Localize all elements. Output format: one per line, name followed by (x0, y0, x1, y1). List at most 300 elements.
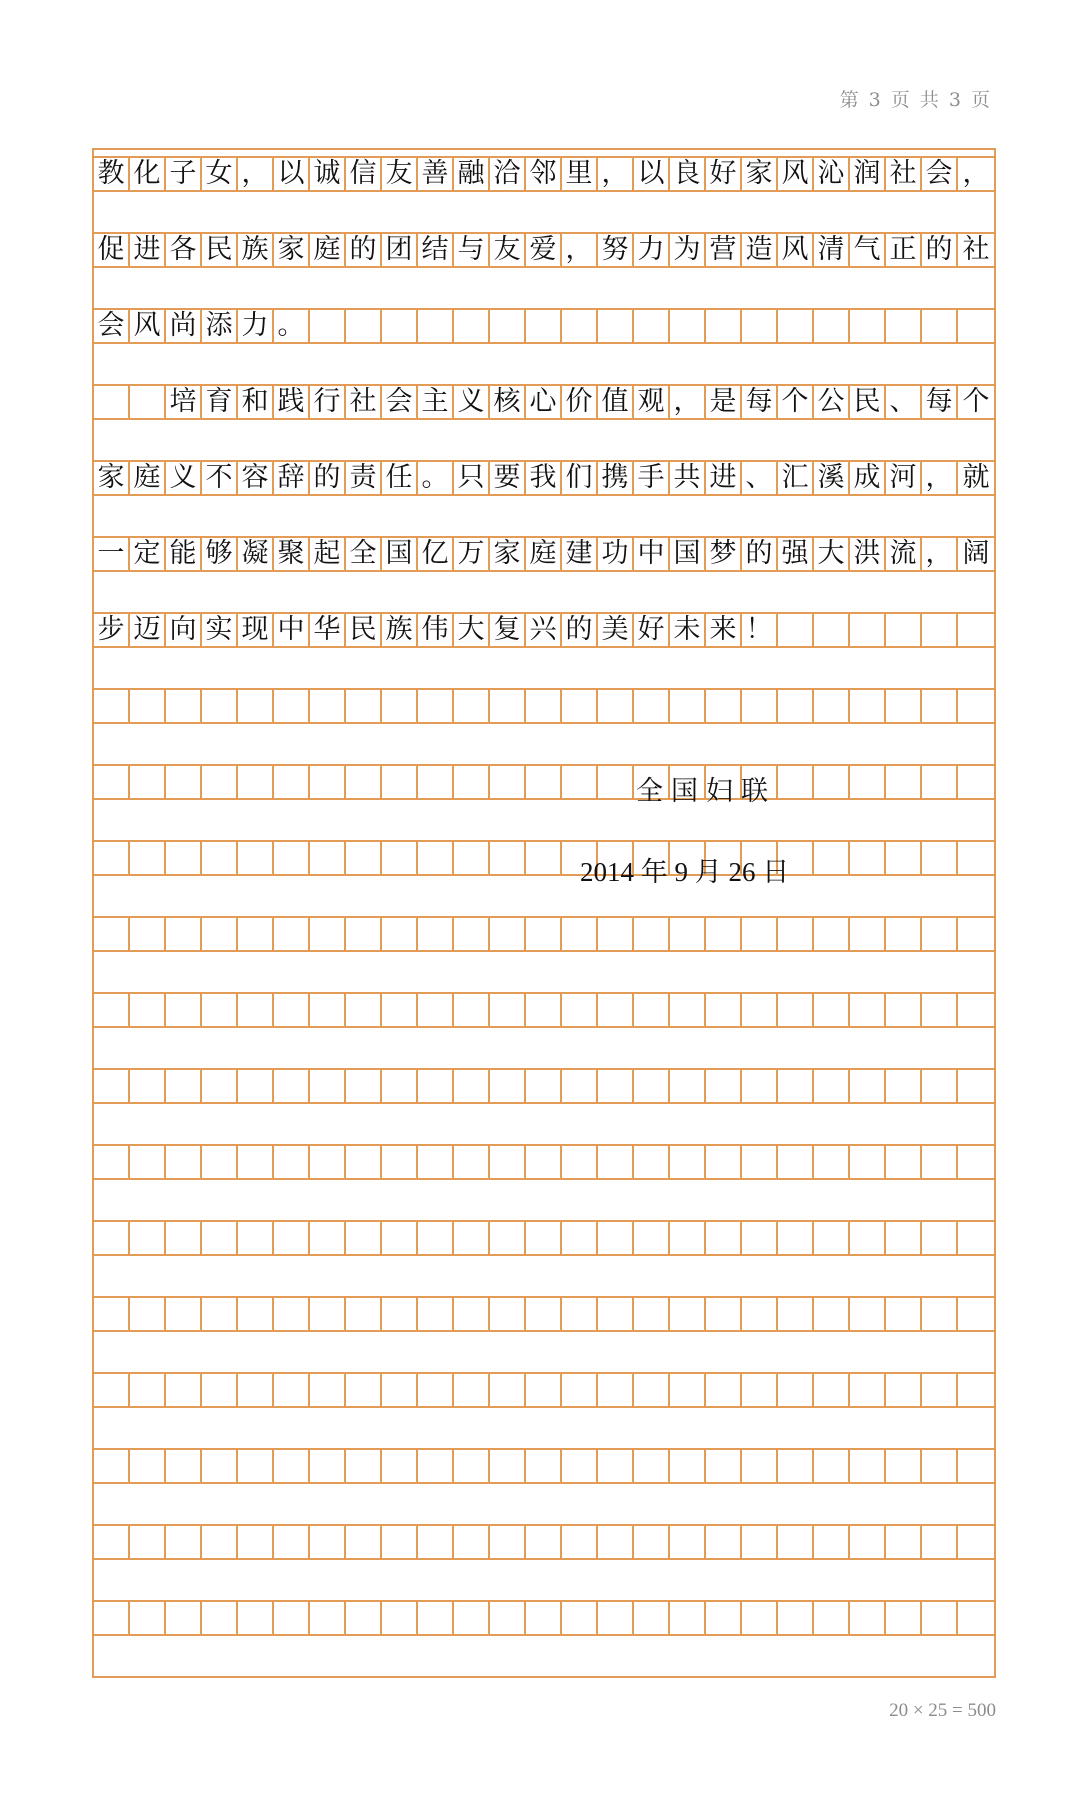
grid-cell (670, 690, 706, 722)
grid-cell (454, 994, 490, 1026)
grid-cell: 步 (94, 614, 130, 646)
grid-cell (166, 690, 202, 722)
grid-cell (346, 1146, 382, 1178)
grid-cell (598, 994, 634, 1026)
grid-cell (706, 1146, 742, 1178)
grid-cell: 里 (562, 158, 598, 190)
grid-cell (526, 994, 562, 1026)
grid-cell (814, 1298, 850, 1330)
grid-cell (634, 1146, 670, 1178)
grid-cell (490, 766, 526, 798)
grid-cell (670, 1602, 706, 1634)
grid-cell (346, 1298, 382, 1330)
grid-row (94, 764, 994, 800)
grid-cell (310, 690, 346, 722)
grid-cell (238, 1298, 274, 1330)
grid-cell (382, 918, 418, 950)
grid-cell (634, 1298, 670, 1330)
grid-cell (166, 1298, 202, 1330)
grid-cell: 润 (850, 158, 886, 190)
grid-cell (418, 1602, 454, 1634)
grid-cell: 、 (886, 386, 922, 418)
grid-cell: 国 (670, 538, 706, 570)
grid-cell (742, 1146, 778, 1178)
grid-cell (130, 1298, 166, 1330)
grid-cell (886, 918, 922, 950)
grid-cell (958, 918, 994, 950)
grid-cell (382, 1070, 418, 1102)
grid-cell: 好 (706, 158, 742, 190)
grid-cell (526, 1070, 562, 1102)
grid-cell (382, 690, 418, 722)
grid-cell: 现 (238, 614, 274, 646)
grid-cell (562, 1298, 598, 1330)
grid-cell (886, 1374, 922, 1406)
grid-cell (94, 1070, 130, 1102)
grid-cell (670, 1450, 706, 1482)
grid-cell: 不 (202, 462, 238, 494)
grid-cell (706, 310, 742, 342)
grid-cell: 庭 (310, 234, 346, 266)
grid-cell (778, 1526, 814, 1558)
grid-cell (850, 310, 886, 342)
grid-cell (562, 1450, 598, 1482)
grid-cell (274, 1526, 310, 1558)
grid-cell (706, 994, 742, 1026)
grid-cell (562, 690, 598, 722)
grid-cell (562, 1374, 598, 1406)
grid-cell (598, 1070, 634, 1102)
grid-cell: 溪 (814, 462, 850, 494)
grid-cell (454, 1526, 490, 1558)
grid-cell (598, 1298, 634, 1330)
grid-cell (706, 1526, 742, 1558)
grid-cell (814, 1070, 850, 1102)
grid-cell: ， (598, 158, 634, 190)
grid-cell (418, 766, 454, 798)
grid-cell (166, 1602, 202, 1634)
grid-cell: 营 (706, 234, 742, 266)
grid-cell: 义 (166, 462, 202, 494)
grid-cell (454, 766, 490, 798)
grid-cell (742, 310, 778, 342)
grid-cell (382, 1374, 418, 1406)
grid-cell (886, 766, 922, 798)
grid-cell (130, 842, 166, 874)
grid-cell (202, 1146, 238, 1178)
grid-cell: 各 (166, 234, 202, 266)
grid-cell: 每 (742, 386, 778, 418)
grid-cell (958, 1298, 994, 1330)
grid-row (94, 1524, 994, 1560)
grid-cell (310, 1602, 346, 1634)
grid-cell (310, 1146, 346, 1178)
grid-cell (922, 1374, 958, 1406)
grid-cell: 向 (166, 614, 202, 646)
grid-cell (634, 690, 670, 722)
grid-cell: 的 (310, 462, 346, 494)
grid-cell (274, 1374, 310, 1406)
grid-cell: 一 (94, 538, 130, 570)
grid-cell (202, 1450, 238, 1482)
grid-cell: 的 (742, 538, 778, 570)
grid-cell: 女 (202, 158, 238, 190)
grid-cell (886, 1146, 922, 1178)
grid-cell (814, 690, 850, 722)
grid-cell (850, 1374, 886, 1406)
grid-cell: 亿 (418, 538, 454, 570)
grid-cell (778, 310, 814, 342)
grid-cell (562, 1070, 598, 1102)
grid-cell (850, 766, 886, 798)
grid-cell (166, 918, 202, 950)
grid-cell (634, 918, 670, 950)
grid-row (94, 688, 994, 724)
grid-cell (850, 1070, 886, 1102)
grid-cell (310, 1070, 346, 1102)
grid-cell (310, 918, 346, 950)
grid-cell: 的 (346, 234, 382, 266)
grid-row (94, 1220, 994, 1256)
grid-cell: 华 (310, 614, 346, 646)
grid-cell (922, 1526, 958, 1558)
grid-cell (346, 1222, 382, 1254)
grid-cell: 进 (706, 462, 742, 494)
grid-cell (346, 842, 382, 874)
grid-cell (958, 1070, 994, 1102)
grid-cell (382, 842, 418, 874)
grid-cell (706, 1070, 742, 1102)
grid-cell (850, 690, 886, 722)
grid-cell (382, 994, 418, 1026)
grid-cell: ， (922, 538, 958, 570)
grid-cell (778, 1374, 814, 1406)
grid-cell (562, 1146, 598, 1178)
grid-cell (562, 1526, 598, 1558)
grid-cell (886, 614, 922, 646)
grid-cell: 民 (850, 386, 886, 418)
grid-cell (238, 842, 274, 874)
grid-cell (634, 994, 670, 1026)
grid-cell (274, 994, 310, 1026)
grid-cell (202, 994, 238, 1026)
grid-cell (418, 690, 454, 722)
grid-cell: 友 (490, 234, 526, 266)
grid-cell (598, 1602, 634, 1634)
grid-cell (706, 1298, 742, 1330)
grid-row (94, 1068, 994, 1104)
grid-cell (346, 1526, 382, 1558)
grid-cell: 梦 (706, 538, 742, 570)
grid-cell (418, 842, 454, 874)
grid-cell (598, 766, 634, 798)
grid-cell (382, 1526, 418, 1558)
grid-cell (454, 1374, 490, 1406)
grid-cell: 沁 (814, 158, 850, 190)
grid-cell (202, 1070, 238, 1102)
grid-cell: ， (922, 462, 958, 494)
grid-cell (778, 994, 814, 1026)
grid-row (94, 460, 994, 496)
grid-cell (130, 1526, 166, 1558)
grid-cell (670, 918, 706, 950)
grid-cell: 公 (814, 386, 850, 418)
grid-cell: 河 (886, 462, 922, 494)
grid-cell (562, 1602, 598, 1634)
grid-cell (166, 994, 202, 1026)
grid-cell: 主 (418, 386, 454, 418)
grid-cell (454, 1146, 490, 1178)
grid-row (94, 840, 994, 876)
grid-cell: 够 (202, 538, 238, 570)
grid-cell: 凝 (238, 538, 274, 570)
grid-cell: 育 (202, 386, 238, 418)
grid-cell: 会 (382, 386, 418, 418)
grid-cell (670, 1298, 706, 1330)
grid-cell (454, 842, 490, 874)
grid-cell: 来 (706, 614, 742, 646)
grid-cell (238, 1070, 274, 1102)
grid-cell (382, 1450, 418, 1482)
grid-cell (166, 842, 202, 874)
grid-cell (490, 1374, 526, 1406)
grid-cell (814, 1450, 850, 1482)
grid-cell (346, 994, 382, 1026)
grid-cell: 个 (778, 386, 814, 418)
grid-cell (166, 766, 202, 798)
grid-cell (922, 1222, 958, 1254)
grid-cell (886, 1602, 922, 1634)
grid-cell (202, 690, 238, 722)
grid-cell (814, 1602, 850, 1634)
grid-cell: 责 (346, 462, 382, 494)
grid-cell: 伟 (418, 614, 454, 646)
grid-cell (886, 690, 922, 722)
grid-cell (202, 918, 238, 950)
grid-cell (742, 690, 778, 722)
grid-cell: 子 (166, 158, 202, 190)
grid-cell (418, 1070, 454, 1102)
grid-cell (346, 1602, 382, 1634)
grid-cell (202, 1602, 238, 1634)
grid-cell: 洪 (850, 538, 886, 570)
grid-cell (598, 1526, 634, 1558)
grid-cell: 国 (382, 538, 418, 570)
grid-cell (850, 1146, 886, 1178)
grid-cell (382, 1146, 418, 1178)
grid-cell: 友 (382, 158, 418, 190)
grid-cell (526, 1526, 562, 1558)
grid-cell (742, 1070, 778, 1102)
grid-cell (850, 1526, 886, 1558)
grid-cell (310, 766, 346, 798)
grid-cell (454, 1070, 490, 1102)
grid-cell (958, 614, 994, 646)
grid-cell (634, 310, 670, 342)
grid-row (94, 1144, 994, 1180)
grid-cell (490, 1602, 526, 1634)
grid-cell (94, 1374, 130, 1406)
grid-cell: 社 (962, 234, 990, 265)
grid-cell: 风 (130, 310, 166, 342)
grid-cell (310, 1450, 346, 1482)
grid-cell (742, 994, 778, 1026)
grid-cell: 任 (382, 462, 418, 494)
grid-cell (706, 1450, 742, 1482)
grid-cell (310, 842, 346, 874)
page-number: 第 3 页 共 3 页 (839, 89, 992, 111)
grid-cell: 与 (454, 234, 490, 266)
grid-cell (238, 1450, 274, 1482)
grid-cell (202, 1222, 238, 1254)
grid-cell (850, 918, 886, 950)
grid-cell (166, 1146, 202, 1178)
grid-cell (166, 1070, 202, 1102)
grid-cell: 力 (238, 310, 274, 342)
grid-cell (454, 918, 490, 950)
grid-cell: 促 (94, 234, 130, 266)
grid-cell: 和 (238, 386, 274, 418)
grid-cell: 复 (490, 614, 526, 646)
grid-row (94, 612, 994, 648)
grid-cell (598, 310, 634, 342)
grid-cell (238, 766, 274, 798)
grid-cell (454, 1298, 490, 1330)
grid-cell (94, 842, 130, 874)
grid-cell (94, 994, 130, 1026)
grid-cell: 定 (130, 538, 166, 570)
grid-cell (454, 310, 490, 342)
grid-cell: ， (238, 158, 274, 190)
grid-cell (418, 1146, 454, 1178)
grid-cell (526, 1146, 562, 1178)
grid-cell: 个 (962, 386, 990, 417)
grid-cell: 建 (562, 538, 598, 570)
grid-cell (742, 1450, 778, 1482)
grid-cell (670, 1070, 706, 1102)
grid-cell: 核 (490, 386, 526, 418)
grid-cell (490, 1526, 526, 1558)
grid-cell: 融 (454, 158, 490, 190)
grid-cell (814, 1222, 850, 1254)
grid-cell (130, 766, 166, 798)
grid-cell: 民 (346, 614, 382, 646)
grid-cell: 。 (418, 462, 454, 494)
grid-cell: 社 (346, 386, 382, 418)
grid-cell (706, 1222, 742, 1254)
grid-cell (346, 310, 382, 342)
grid-cell (382, 1602, 418, 1634)
grid-row (94, 1600, 994, 1636)
grid-cell: 爱 (526, 234, 562, 266)
grid-cell (418, 994, 454, 1026)
grid-cell: 以 (634, 158, 670, 190)
grid-cell (742, 1298, 778, 1330)
grid-cell (922, 1298, 958, 1330)
grid-cell: 进 (130, 234, 166, 266)
grid-writing-paper (92, 148, 996, 1678)
grid-cell: 诚 (310, 158, 346, 190)
grid-cell (490, 310, 526, 342)
grid-cell (490, 690, 526, 722)
grid-cell: 努 (598, 234, 634, 266)
grid-cell (886, 1222, 922, 1254)
grid-cell: 每 (922, 386, 958, 418)
grid-cell (166, 1222, 202, 1254)
grid-cell (94, 690, 130, 722)
grid-cell: 行 (310, 386, 346, 418)
grid-cell (922, 690, 958, 722)
grid-cell: 美 (598, 614, 634, 646)
grid-cell (382, 310, 418, 342)
grid-cell (526, 918, 562, 950)
grid-cell (274, 1298, 310, 1330)
grid-cell: 们 (562, 462, 598, 494)
grid-cell (382, 1222, 418, 1254)
grid-cell (706, 918, 742, 950)
grid-cell: 善 (418, 158, 454, 190)
grid-cell: 家 (742, 158, 778, 190)
grid-cell (346, 1070, 382, 1102)
grid-cell (886, 1450, 922, 1482)
grid-row (94, 1448, 994, 1484)
grid-cell (346, 918, 382, 950)
grid-cell (958, 1374, 994, 1406)
grid-cell (634, 1526, 670, 1558)
grid-cell (922, 918, 958, 950)
grid-cell (778, 1070, 814, 1102)
grid-cell (310, 994, 346, 1026)
grid-cell (922, 1146, 958, 1178)
grid-cell: 汇 (778, 462, 814, 494)
grid-cell (562, 310, 598, 342)
grid-cell (958, 1450, 994, 1482)
grid-cell (130, 994, 166, 1026)
grid-cell (742, 1602, 778, 1634)
grid-cell: 、 (742, 462, 778, 494)
grid-cell (634, 1070, 670, 1102)
grid-cell (742, 918, 778, 950)
grid-cell (202, 1526, 238, 1558)
grid-cell: 家 (490, 538, 526, 570)
grid-row (94, 384, 994, 420)
grid-cell: 清 (814, 234, 850, 266)
grid-cell: 价 (562, 386, 598, 418)
grid-cell (166, 1450, 202, 1482)
grid-cell (670, 1374, 706, 1406)
grid-cell (490, 918, 526, 950)
grid-cell (634, 1222, 670, 1254)
grid-cell: 培 (166, 386, 202, 418)
grid-cell: 中 (274, 614, 310, 646)
grid-cell (886, 994, 922, 1026)
grid-cell: 成 (850, 462, 886, 494)
grid-cell: ， (670, 386, 706, 418)
grid-cell (94, 766, 130, 798)
grid-cell (814, 766, 850, 798)
grid-cell (922, 766, 958, 798)
grid-cell: 能 (166, 538, 202, 570)
grid-cell: 信 (346, 158, 382, 190)
grid-cell (238, 1602, 274, 1634)
grid-cell (526, 1602, 562, 1634)
grid-cell (94, 1450, 130, 1482)
grid-cell (94, 1146, 130, 1178)
grid-cell: 邻 (526, 158, 562, 190)
grid-cell (958, 766, 994, 798)
grid-cell: 大 (814, 538, 850, 570)
grid-cell (490, 1450, 526, 1482)
